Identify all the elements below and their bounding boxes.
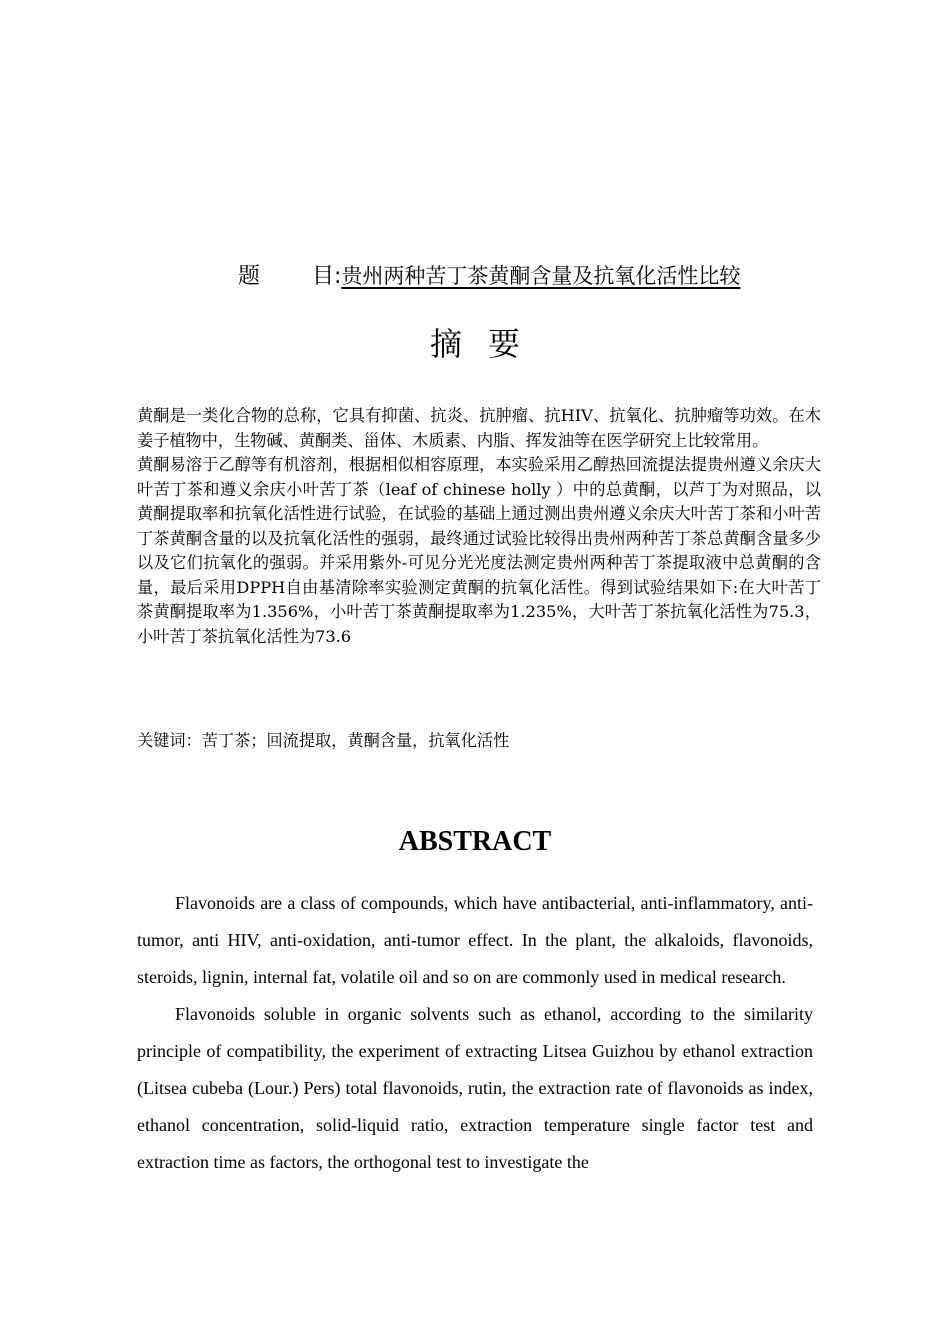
title-label: [238, 259, 341, 295]
title-label-char2: 目:: [312, 264, 342, 289]
english-abstract-paragraph: Flavonoids are a class of compounds, which have antibacterial, anti-inflammatory, anti-tumor, anti HIV, anti-oxidation, anti-tumor effect. In the plant, the alkaloids, flavonoids, steroids, lignin, internal fat, volatile oil and so on are commonly used in medical research.: [137, 893, 813, 987]
chinese-keywords: 关键词：苦丁茶；回流提取，黄酮含量，抗氧化活性: [137, 731, 510, 750]
english-abstract-paragraph: Flavonoids soluble in organic solvents such as ethanol, according to the similarity principle of compatibility, the experiment of extracting Litsea Guizhou by ethanol extraction (Litsea cubeba (Lour.) Pers) total flavonoids, rutin, the extraction rate of flavonoids as index, ethanol concentration, solid-liquid ratio, extraction temperature single factor test and extraction time as factors, the orthogonal test to investigate the: [137, 1004, 813, 1172]
chinese-abstract-paragraph: 黄酮是一类化合物的总称，它具有抑菌、抗炎、抗肿瘤、抗HIV、抗氧化、抗肿瘤等功效。在木姜子植物中，生物碱、黄酮类、甾体、木质素、内脂、挥发油等在医学研究上比较常用。: [137, 406, 821, 450]
english-abstract-heading: ABSTRACT: [398, 826, 552, 857]
chinese-abstract-paragraph: 黄酮易溶于乙醇等有机溶剂，根据相似相容原理，本实验采用乙醇热回流提法提贵州遵义余庆大叶苦丁茶和遵义余庆小叶苦丁茶（leaf of chinese holly ）中的总黄酮，以芦丁为对照品，以黄酮提取率和抗氧化活性进行试验，在试验的基础上通过测出贵州遵义余庆大叶苦丁茶和小叶苦丁茶黄酮含量的以及抗氧化活性的强弱，最终通过试验比较得出贵州两种苦丁茶总黄酮含量多少以及它们抗氧化的强弱。并采用紫外-可见分光光度法测定贵州两种苦丁茶提取液中总黄酮的含量，最后采用DPPH自由基清除率实验测定黄酮的抗氧化活性。得到试验结果如下:在大叶苦丁茶黄酮提取率为1.356%，小叶苦丁茶黄酮提取率为1.235%，大叶苦丁茶抗氧化活性为75.3，小叶苦丁茶抗氧化活性为73.6: [137, 455, 821, 646]
chinese-abstract-heading: 摘要: [429, 325, 546, 363]
chinese-abstract-body: [137, 404, 821, 649]
title-label-char1: 题: [238, 264, 261, 289]
thesis-title: [238, 258, 838, 295]
title-text: 贵州两种苦丁茶黄酮含量及抗氧化活性比较: [341, 264, 741, 288]
english-abstract-body: [137, 885, 813, 1181]
